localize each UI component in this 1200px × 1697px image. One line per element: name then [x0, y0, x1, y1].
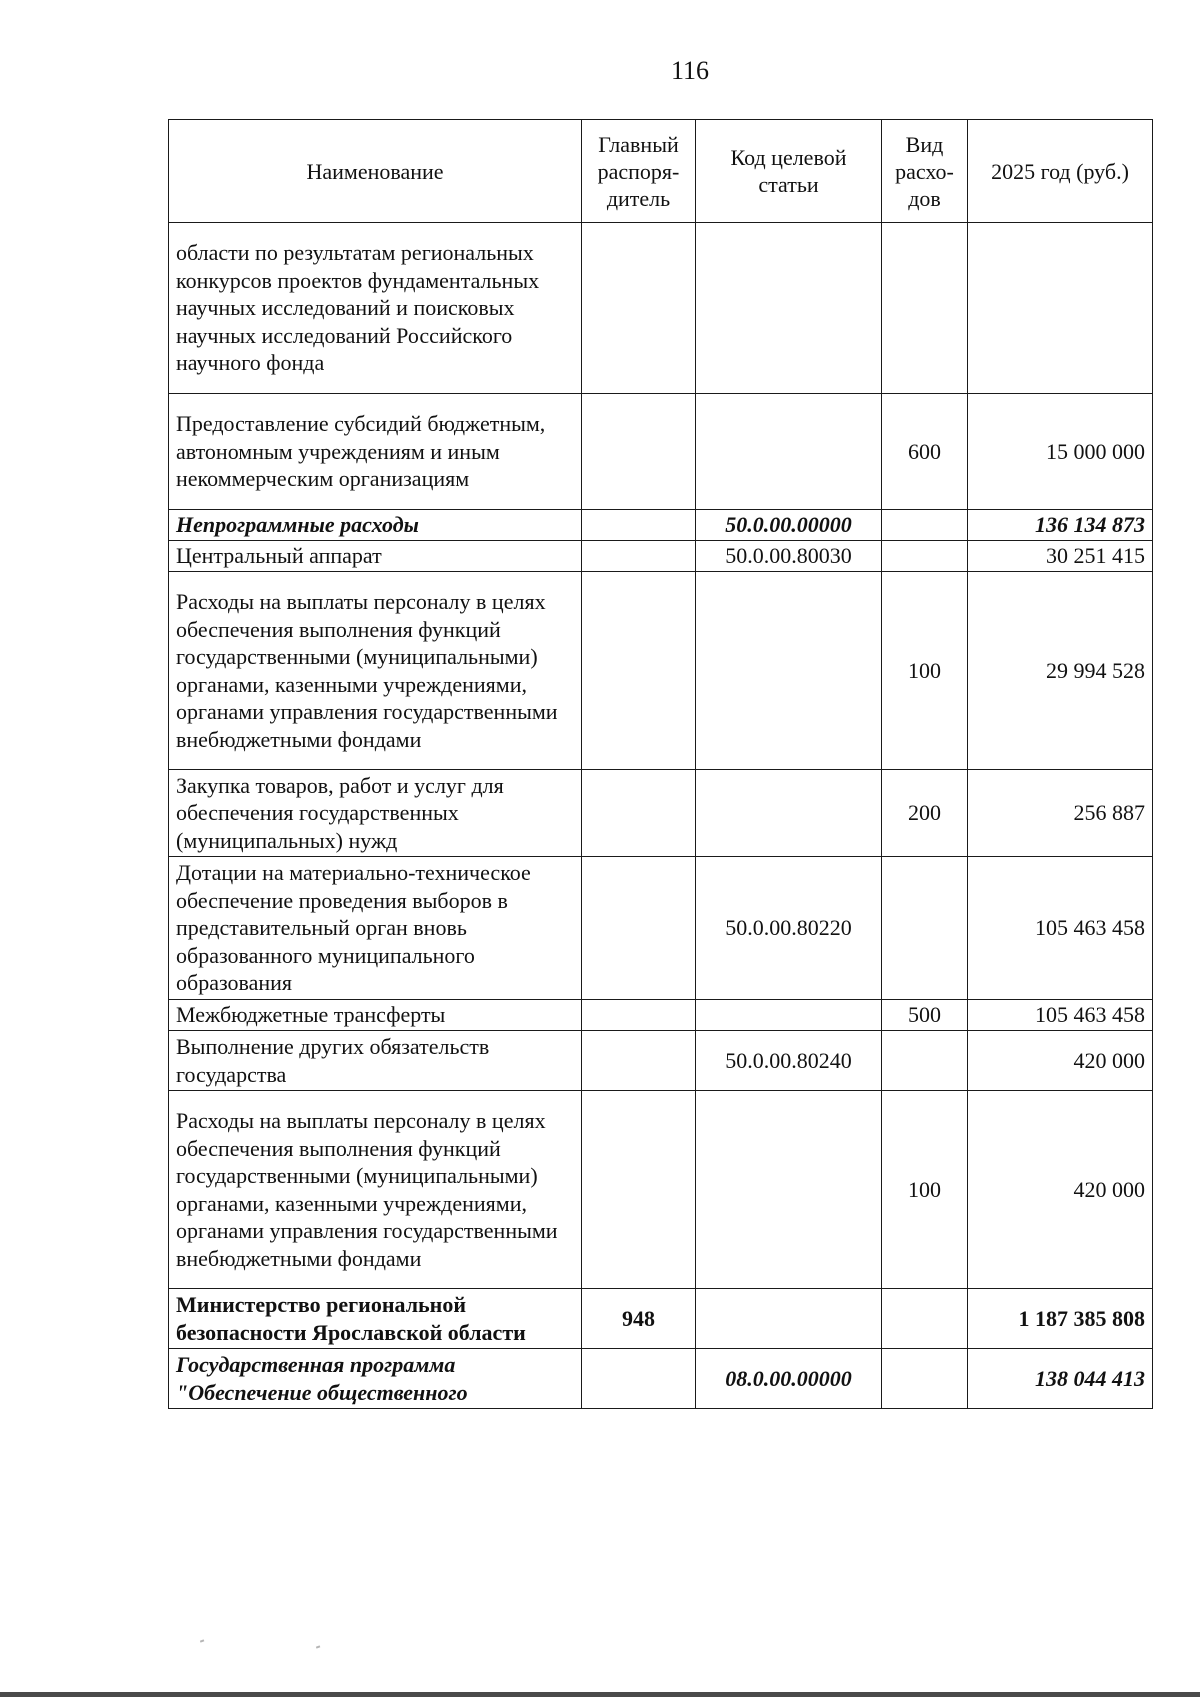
table-row	[169, 1031, 1153, 1091]
row-manager	[582, 1031, 696, 1091]
row-code	[696, 223, 882, 394]
scan-speck	[316, 1645, 320, 1648]
row-manager	[582, 223, 696, 394]
row-type: 600	[882, 394, 968, 510]
header-name: Наименование	[169, 120, 582, 223]
row-code	[696, 394, 882, 510]
row-amount	[968, 223, 1153, 394]
scan-edge	[0, 1692, 1200, 1697]
row-amount: 420 000	[968, 1091, 1153, 1289]
row-type	[882, 510, 968, 541]
row-code	[696, 1091, 882, 1289]
row-name: Расходы на выплаты персоналу в целях обеспечения выполнения функций государственными (муниципальными) органами, казенными учреждениями, органами управления государственными внебюджетными фондами	[169, 1091, 582, 1289]
row-name: области по результатам региональных конкурсов проектов фундаментальных научных исследований и поисковых научных исследований Российского научного фонда	[169, 223, 582, 394]
page-number: 116	[670, 56, 710, 85]
row-amount: 1 187 385 808	[968, 1289, 1153, 1349]
row-manager	[582, 1000, 696, 1031]
row-code	[696, 1289, 882, 1349]
row-manager	[582, 1091, 696, 1289]
table-row	[169, 541, 1153, 572]
row-amount: 15 000 000	[968, 394, 1153, 510]
table-row	[169, 394, 1153, 510]
row-code: 50.0.00.80240	[696, 1031, 882, 1091]
row-manager	[582, 394, 696, 510]
row-manager	[582, 541, 696, 572]
table-row	[169, 1349, 1153, 1409]
row-manager	[582, 1349, 696, 1409]
row-amount: 256 887	[968, 770, 1153, 857]
row-code: 08.0.00.00000	[696, 1349, 882, 1409]
row-manager	[582, 770, 696, 857]
row-type: 200	[882, 770, 968, 857]
row-name: Выполнение других обязательств государства	[169, 1031, 582, 1091]
row-code	[696, 572, 882, 770]
row-amount: 136 134 873	[968, 510, 1153, 541]
row-name: Министерство региональной безопасности Ярославской области	[169, 1289, 582, 1349]
row-code	[696, 770, 882, 857]
header-target-code: Код целевой статьи	[696, 120, 882, 223]
row-type	[882, 1289, 968, 1349]
row-manager	[582, 572, 696, 770]
table-row	[169, 1091, 1153, 1289]
row-amount: 105 463 458	[968, 857, 1153, 1000]
table-row	[169, 572, 1153, 770]
table-row	[169, 223, 1153, 394]
row-type	[882, 1349, 968, 1409]
header-expense-type: Вид расхо-дов	[882, 120, 968, 223]
row-amount: 138 044 413	[968, 1349, 1153, 1409]
row-name: Межбюджетные трансферты	[169, 1000, 582, 1031]
row-type: 100	[882, 572, 968, 770]
row-name: Закупка товаров, работ и услуг для обеспечения государственных (муниципальных) нужд	[169, 770, 582, 857]
row-amount: 30 251 415	[968, 541, 1153, 572]
row-name: Дотации на материально-техническое обеспечение проведения выборов в представительный орган вновь образованного муниципального образования	[169, 857, 582, 1000]
row-name: Предоставление субсидий бюджетным, автономным учреждениям и иным некоммерческим организациям	[169, 394, 582, 510]
row-amount: 105 463 458	[968, 1000, 1153, 1031]
row-name: Государственная программа "Обеспечение общественного	[169, 1349, 582, 1409]
row-type: 500	[882, 1000, 968, 1031]
row-amount: 29 994 528	[968, 572, 1153, 770]
row-manager	[582, 857, 696, 1000]
row-type	[882, 1031, 968, 1091]
table-header-row	[169, 120, 1153, 223]
row-type	[882, 857, 968, 1000]
table-row	[169, 1289, 1153, 1349]
row-name: Расходы на выплаты персоналу в целях обеспечения выполнения функций государственными (муниципальными) органами, казенными учреждениями, органами управления государственными внебюджетными фондами	[169, 572, 582, 770]
table-row	[169, 510, 1153, 541]
row-manager	[582, 510, 696, 541]
table-row	[169, 857, 1153, 1000]
row-name: Непрограммные расходы	[169, 510, 582, 541]
table-row	[169, 1000, 1153, 1031]
row-type	[882, 541, 968, 572]
scan-speck	[200, 1639, 204, 1642]
budget-table	[168, 119, 1153, 1409]
row-code: 50.0.00.00000	[696, 510, 882, 541]
row-name: Центральный аппарат	[169, 541, 582, 572]
row-type: 100	[882, 1091, 968, 1289]
row-amount: 420 000	[968, 1031, 1153, 1091]
header-year-amount: 2025 год (руб.)	[968, 120, 1153, 223]
row-manager: 948	[582, 1289, 696, 1349]
row-code: 50.0.00.80220	[696, 857, 882, 1000]
row-code: 50.0.00.80030	[696, 541, 882, 572]
row-code	[696, 1000, 882, 1031]
row-type	[882, 223, 968, 394]
header-main-manager: Главный распоря-дитель	[582, 120, 696, 223]
table-row	[169, 770, 1153, 857]
